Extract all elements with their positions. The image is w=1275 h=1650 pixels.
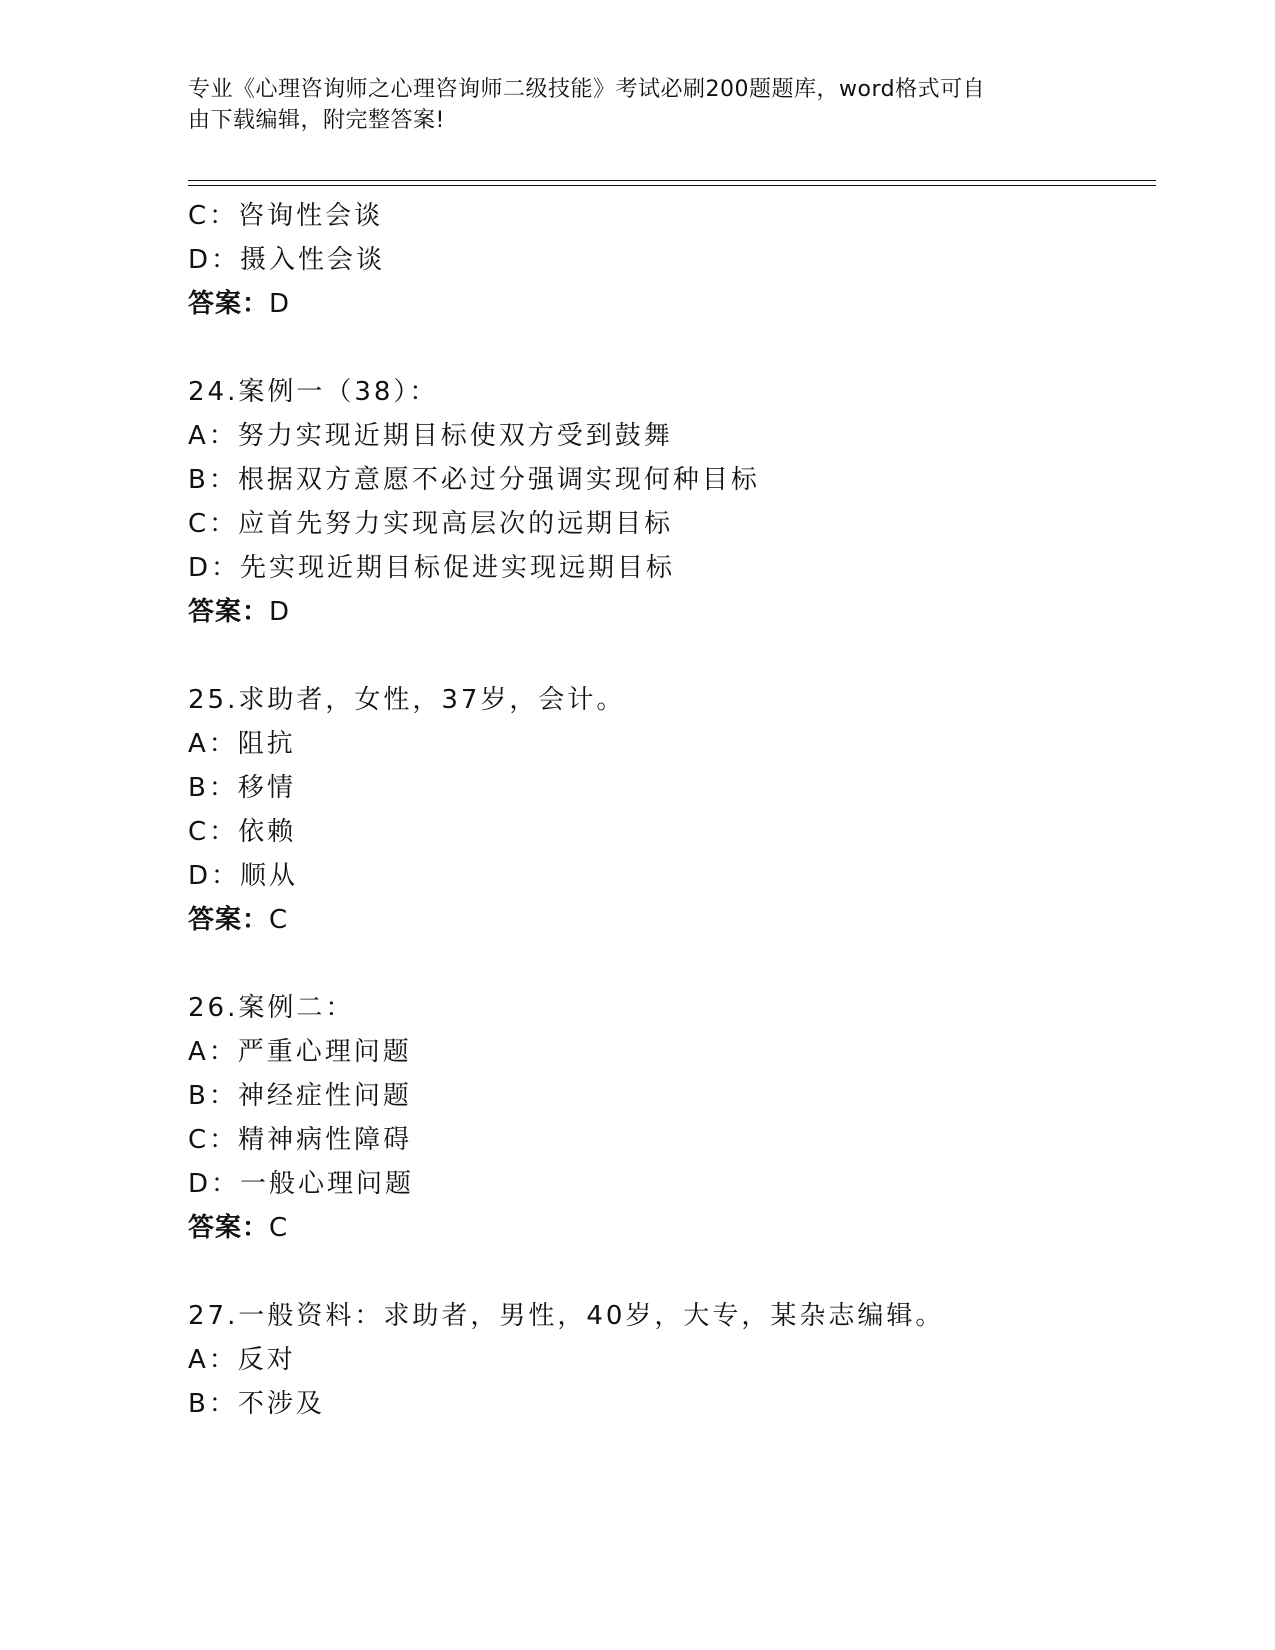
option-c-q26: C：精神病性障碍 — [188, 1125, 413, 1155]
question-27: 27.一般资料：求助者，男性，40岁，大专，某杂志编辑。 — [188, 1301, 945, 1331]
header-line-2: 由下载编辑，附完整答案! — [188, 108, 445, 133]
header-divider-top — [188, 180, 1156, 181]
option-a-q24: A：努力实现近期目标使双方受到鼓舞 — [188, 421, 673, 451]
header-divider-bottom — [188, 185, 1156, 186]
question-24: 24.案例一（38）： — [188, 377, 439, 407]
answer-label: 答案： — [188, 289, 270, 319]
option-b-q24: B：根据双方意愿不必过分强调实现何种目标 — [188, 465, 760, 495]
option-a-q26: A：严重心理问题 — [188, 1037, 412, 1067]
answer-q26 — [188, 1211, 287, 1245]
question-26: 26.案例二： — [188, 993, 355, 1023]
answer-value: D — [269, 289, 290, 319]
option-b-q25: B：移情 — [188, 773, 296, 803]
option-d-q25: D：顺从 — [188, 861, 299, 891]
option-c-q25: C：依赖 — [188, 817, 297, 847]
option-a-q27: A：反对 — [188, 1345, 296, 1375]
answer-value: C — [269, 905, 288, 935]
answer-q25 — [188, 903, 287, 937]
answer-value: C — [269, 1213, 288, 1243]
option-d-q24: D：先实现近期目标促进实现远期目标 — [188, 553, 676, 583]
answer-value: D — [269, 597, 290, 627]
answer-label: 答案： — [188, 1213, 270, 1243]
answer-label: 答案： — [188, 905, 270, 935]
answer-q23 — [188, 287, 289, 321]
option-c-q24: C：应首先努力实现高层次的远期目标 — [188, 509, 674, 539]
answer-q24 — [188, 595, 289, 629]
option-d-q26: D：一般心理问题 — [188, 1169, 415, 1199]
document-header — [188, 74, 1088, 136]
header-line-1: 专业《心理咨询师之心理咨询师二级技能》考试必刷200题题库，word格式可自 — [188, 77, 986, 102]
option-a-q25: A：阻抗 — [188, 729, 296, 759]
question-25: 25.求助者，女性，37岁，会计。 — [188, 685, 626, 715]
option-b-q27: B：不涉及 — [188, 1389, 325, 1419]
answer-label: 答案： — [188, 597, 270, 627]
option-c-q23: C：咨询性会谈 — [188, 201, 384, 231]
option-d-q23: D：摄入性会谈 — [188, 245, 386, 275]
option-b-q26: B：神经症性问题 — [188, 1081, 412, 1111]
